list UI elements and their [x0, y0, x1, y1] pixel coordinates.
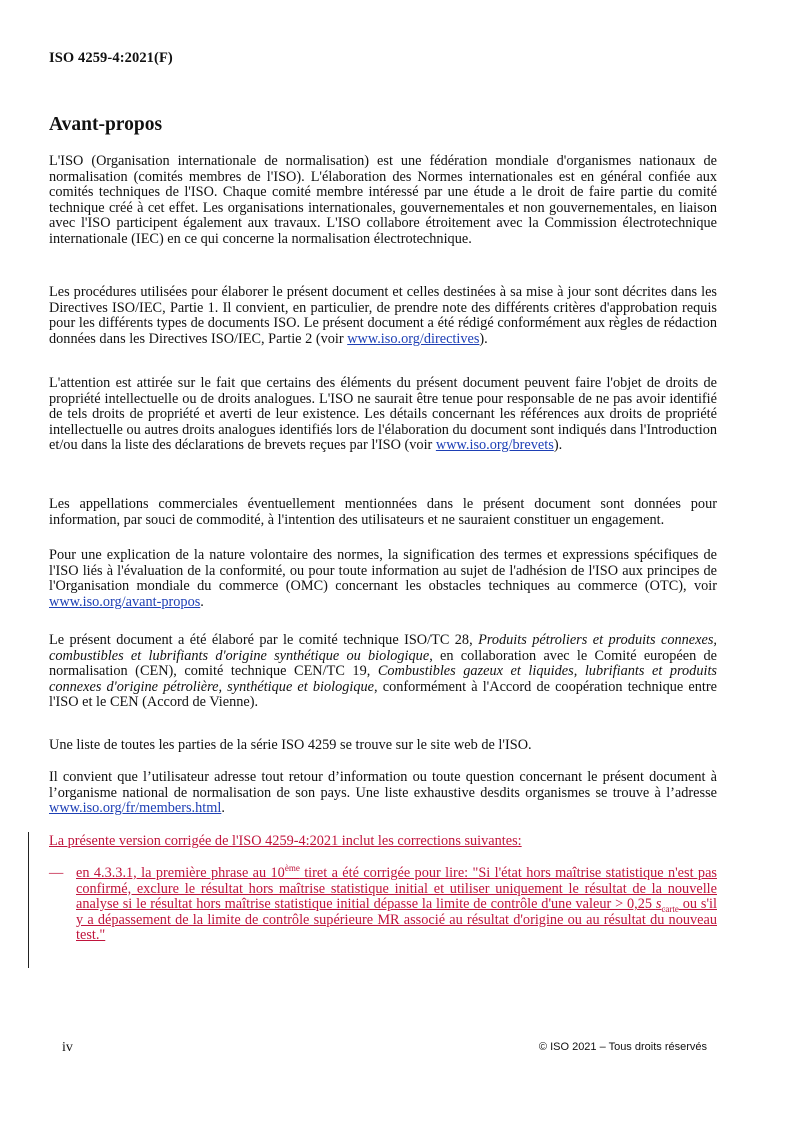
paragraph-text-end: ). — [553, 437, 563, 454]
copyright-notice: © ISO 2021 – Tous droits réservés — [538, 1041, 707, 1053]
foreword-link[interactable]: www.iso.org/avant-propos — [49, 593, 201, 610]
paragraph-iso-intro — [49, 154, 717, 248]
paragraph-directives — [49, 285, 717, 347]
paragraph-text: L'ISO (Organisation internationale de normalisation) est une fédération mondiale d'organismes nationaux de normalisation (comités membres de l'ISO). L'élaboration des Normes internationales est en général confiée aux comités techniques de l'ISO. Chaque comité membre intéressé par une étude a le droit de faire partie du comité technique créé à cet effet. Les organisations internationales, gouvernementales et non gouvernementales, en liaison avec l'ISO participent également aux travaux. L'ISO collabore étroitement avec la Commission électrotechnique internationale (IEC) en ce qui concerne la normalisation électrotechnique. — [49, 153, 717, 247]
paragraph-text: Les appellations commerciales éventuellement mentionnées dans le présent document sont données pour information, par souci de commodité, à l'intention des utilisateurs et ne sauraient constituer un engagement. — [49, 496, 717, 528]
paragraph-text: Pour une explication de la nature volontaire des normes, la signification des termes et expressions spécifiques de l'ISO liés à l'évaluation de la conformité, ou pour toute information au sujet de l'adhésion de l'ISO aux principes de l'Organisation mondiale du commerce (OMC) concernant les obstacles techniques au commerce (OTC), voir — [49, 547, 717, 595]
paragraph-series-list — [49, 738, 717, 754]
paragraph-text: , en collaboration avec le Comité européen de normalisation (CEN), comité technique CEN/TC 19, — [49, 647, 717, 680]
paragraph-patents — [49, 376, 717, 454]
correction-item-text — [49, 863, 717, 944]
paragraph-text: L'attention est attirée sur le fait que certains des éléments du présent document peuvent faire l'objet de droits de propriété intellectuelle ou de droits analogues. L'ISO ne saurait être tenue pour responsable de ne pas avoir identifié de tels droits de propriété et averti de leur existence. Les détails concernant les références aux droits de propriété intellectuelle ou autres droits analogues identifiés lors de l'élaboration du document sont indiqués dans l'Introduction et/ou dans la liste des déclarations de brevets reçues par l'ISO (voir — [49, 375, 717, 454]
paragraph-text-end: ). — [479, 330, 488, 347]
paragraph-text: Les procédures utilisées pour élaborer le présent document et celles destinées à sa mise à jour sont décrites dans les Directives ISO/IEC, Partie 1. Il convient, en particulier, de prendre note des différents critères d'approbation requis pour les différents types de documents ISO. Le présent document a été rédigé conformément aux règles de rédaction données dans les Directives ISO/IEC, Partie 2 (voir — [49, 284, 717, 347]
correction-text-b: tiret a été corrigée pour lire: "Si l'état hors maîtrise statistique n'est pas confirmé, exclure le résultat hors maîtrise statistique initial et utiliser uniquement le résultat de la nouvelle analyse si le résultat hors maîtrise statistique initial dépasse la limite de contrôle d'une valeur > 0,25 — [76, 865, 717, 913]
symbol-subscript: carte — [661, 904, 679, 915]
members-link[interactable]: www.iso.org/fr/members.html — [49, 800, 222, 817]
paragraph-feedback — [49, 770, 717, 817]
correction-item — [49, 863, 717, 944]
paragraph-text: , conformément à l'Accord de coopération technique entre l'ISO et le CEN (Accord de Vienne). — [49, 678, 717, 711]
paragraph-voluntary-nature — [49, 548, 717, 610]
section-heading: Avant-propos — [49, 114, 163, 135]
page-number: iv — [62, 1040, 73, 1055]
symbol-s: s — [655, 896, 662, 913]
paragraph-committee — [49, 633, 717, 711]
paragraph-text: Une liste de toutes les parties de la série ISO 4259 se trouve sur le site web de l'ISO. — [49, 737, 532, 753]
correction-text-c: ou s'il y a dépassement de la limite de contrôle supérieure MR associé au résultat d'origine ou au résultat du nouveau test." — [76, 896, 717, 944]
correction-text-a: en 4.3.3.1, la première phrase au 10 — [76, 865, 285, 881]
corrections-intro — [49, 834, 717, 850]
paragraph-text: Il convient que l’utilisateur adresse tout retour d’information ou toute question concernant le présent document à l’organisme national de normalisation de son pays. Une liste exhaustive desdits organismes se trouve à l’adresse — [49, 769, 717, 801]
change-bar — [28, 832, 29, 968]
paragraph-trade-names — [49, 497, 717, 528]
committee-title-iso: Produits pétroliers et produits connexes, combustibles et lubrifiants d'origine synthétique ou biologique — [49, 632, 717, 664]
directives-link[interactable]: www.iso.org/directives — [347, 330, 480, 347]
ordinal-superscript: ème — [284, 863, 300, 874]
paragraph-text-end: . — [200, 593, 204, 610]
list-dash: — — [49, 865, 64, 881]
document-id: ISO 4259-4:2021(F) — [49, 50, 173, 66]
corrections-intro-text: La présente version corrigée de l'ISO 4259-4:2021 inclut les corrections suivantes: — [49, 833, 522, 849]
committee-title-cen: Combustibles gazeux et liquides, lubrifiants et produits connexes d'origine pétrolière, synthétique et biologique — [49, 663, 717, 695]
paragraph-text: Le présent document a été élaboré par le comité technique ISO/TC 28, — [49, 632, 479, 648]
paragraph-text-end: . — [221, 800, 225, 817]
patents-link[interactable]: www.iso.org/brevets — [435, 437, 554, 454]
